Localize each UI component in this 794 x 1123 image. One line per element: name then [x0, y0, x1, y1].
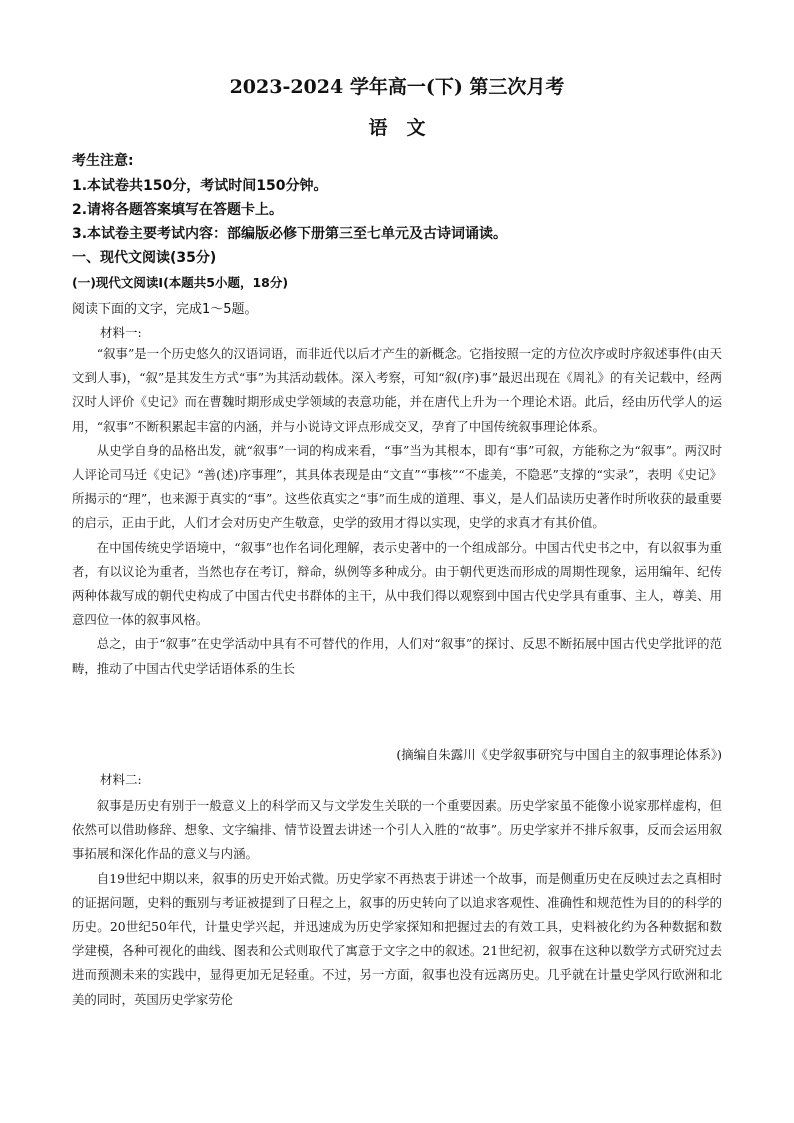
material-1-paragraph: 从史学自身的品格出发，就“叙事”一词的构成来看，“事”当为其根本，即有“事”可叙，方能称之为“叙事”。两汉时人评论司马迁《史记》“善(述)序事理”，其具体表现是由“文直”“事核”“不虚美，不隐恶”支撑的“实录”，表明《史记》所揭示的“理”，也来源于真实的“事”。这些依真实之“事”而生成的道理、事义，是人们品读历史著作时所收获的最重要的启示，正由于此，人们才会对历史产生敬意，史学的致用才得以实现，史学的求真才有其价值。 — [72, 442, 722, 531]
material-2-body — [72, 794, 722, 1012]
notice-item-1: 1.本试卷共150分，考试时间150分钟。 — [72, 178, 328, 194]
section-heading: 一、现代文阅读(35分) — [72, 250, 217, 266]
material-1-source: (摘编自朱露川《史学叙事研究与中国自主的叙事理论体系》) — [396, 747, 722, 762]
notice-item-3: 3.本试卷主要考试内容：部编版必修下册第三至七单元及古诗词诵读。 — [72, 226, 508, 242]
notice-heading: 考生注意: — [72, 153, 134, 169]
material-1-body — [72, 342, 722, 681]
sub-section-heading: (一)现代文阅读Ⅰ(本题共5小题，18分) — [72, 275, 289, 290]
subject-title: 语 文 — [368, 117, 426, 139]
material-2-label: 材料二: — [100, 772, 142, 787]
exam-title: 2023-2024 学年高一(下) 第三次月考 — [229, 76, 565, 98]
material-2-paragraph: 自19世纪中期以来，叙事的历史开始式微。历史学家不再热衷于讲述一个故事，而是侧重历史在反映过去之真相时的证据问题，史料的甄别与考证被提到了日程之上，叙事的历史转向了以追求客观性、准确性和规范性为目的的科学的历史。20世纪50年代，计量史学兴起，并迅速成为历史学家探知和把握过去的有效工具，史料被化约为各种数据和数学建模，各种可视化的曲线、图表和公式则取代了寓意于文字之中的叙述。21世纪初，叙事在这种以数学方式研究过去进而预测未来的实践中，显得更加无足轻重。不过，另一方面，叙事也没有远离历史。几乎就在计量史学风行欧洲和北美的同时，英国历史学家劳伦 — [72, 870, 722, 1007]
material-2-paragraph: 叙事是历史有别于一般意义上的科学而又与文学发生关联的一个重要因素。历史学家虽不能像小说家那样虚构，但依然可以借助修辞、想象、文字编排、情节设置去讲述一个引人入胜的“故事”。历史学家并不排斥叙事，反而会运用叙事拓展和深化作品的意义与内涵。 — [72, 798, 722, 862]
material-1-paragraph: 在中国传统史学语境中，“叙事”也作名词化理解，表示史著中的一个组成部分。中国古代史书之中，有以叙事为重者，有以议论为重者，当然也存在考订，辩命，纵例等多种成分。由于朝代更迭而形成的周期性现象，运用编年、纪传两种体裁写成的朝代史构成了中国古代史书群体的主干，从中我们得以观察到中国古代史学具有重事、主人，尊美、用意四位一体的叙事风格。 — [72, 539, 722, 628]
material-1-label: 材料一: — [100, 325, 142, 340]
notice-item-2: 2.请将各题答案填写在答题卡上。 — [72, 202, 284, 218]
reading-instruction: 阅读下面的文字，完成1～5题。 — [72, 302, 258, 317]
material-1-paragraph: “叙事”是一个历史悠久的汉语词语，而非近代以后才产生的新概念。它指按照一定的方位次序或时序叙述事件(由天文到人事)，“叙”是其发生方式“事”为其活动载体。深入考察，可知“叙(序)事”最迟出现在《周礼》的有关记载中，经两汉时人评价《史记》而在曹魏时期形成史学领域的表意功能，并在唐代上升为一个理论术语。此后，经由历代学人的运用，“叙事”不断积累起丰富的内涵，并与小说诗文评点形成交叉，孕育了中国传统叙事理论体系。 — [72, 346, 722, 434]
material-1-paragraph: 总之，由于“叙事”在史学活动中具有不可替代的作用，人们对“叙事”的探讨、反思不断拓展中国古代史学批评的范畴，推动了中国古代史学话语体系的生长 — [72, 636, 722, 676]
